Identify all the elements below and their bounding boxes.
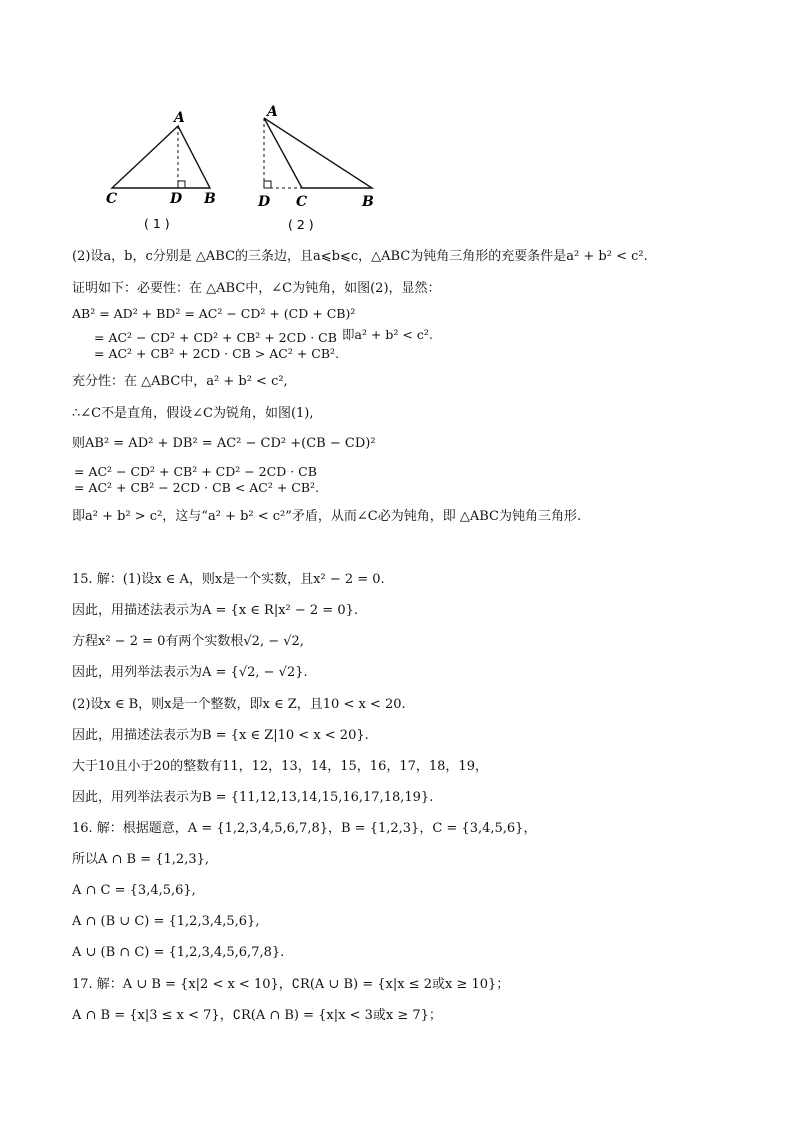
fig2-label-a: A <box>267 104 278 120</box>
q14-sufficiency-line-2: = AC² − CD² + CB² + CD² − 2CD · CB <box>74 464 317 479</box>
q14-sufficiency-line-3: = AC² + CB² − 2CD · CB < AC² + CB². <box>74 480 320 495</box>
q14-sufficiency-intro: 充分性：在 △ABC中，a² + b² < c², <box>72 374 288 389</box>
q15-line-5: (2)设x ∈ B，则x是一个整数，即x ∈ Z，且10 < x < 20. <box>72 697 406 712</box>
figure-2-triangle <box>250 102 390 234</box>
q16-line-1: 16. 解：根据题意，A = {1,2,3,4,5,6,7,8}，B = {1,2,3}，C = {3,4,5,6}， <box>72 821 537 836</box>
fig1-label-c: C <box>106 191 118 207</box>
q15-line-1: 15. 解：(1)设x ∈ A，则x是一个实数，且x² − 2 = 0. <box>72 572 385 587</box>
q14-conclusion: 即a² + b² > c²，这与“a² + b² < c²”矛盾，从而∠C必为钝角，即 △ABC为钝角三角形. <box>72 509 582 524</box>
q14-necessity-side-result: 即a² + b² < c². <box>342 327 433 342</box>
fig2-label-b: B <box>362 194 374 210</box>
q15-line-8: 因此，用列举法表示为B = {11,12,13,14,15,16,17,18,19}. <box>72 790 434 805</box>
q14-necessity-line-1: AB² = AD² + BD² = AC² − CD² + (CD + CB)² <box>72 306 356 321</box>
q14-proof-intro: 证明如下：必要性：在 △ABC中，∠C为钝角，如图(2)，显然： <box>72 281 441 296</box>
figure-1-triangle <box>100 104 230 234</box>
q14-necessity-line-2: = AC² − CD² + CD² + CB² + 2CD · CB <box>94 330 337 345</box>
fig1-caption: ( 1 ) <box>144 216 170 231</box>
q15-line-7: 大于10且小于20的整数有11，12，13，14，15，16，17，18，19， <box>72 759 488 774</box>
q17-line-1: 17. 解：A ∪ B = {x|2 < x < 10}，∁R(A ∪ B) = {x|x ≤ 2或x ≥ 10}； <box>72 977 510 992</box>
q15-line-3: 方程x² − 2 = 0有两个实数根√2, − √2, <box>72 634 304 649</box>
fig1-label-d: D <box>170 191 183 207</box>
q14-sufficiency-assume: ∴∠C不是直角，假设∠C为锐角，如图(1), <box>72 406 314 421</box>
fig2-label-d: D <box>258 194 271 210</box>
fig2-label-c: C <box>296 194 308 210</box>
q16-line-3: A ∩ C = {3,4,5,6}, <box>72 883 196 898</box>
q15-line-2: 因此，用描述法表示为A = {x ∈ R|x² − 2 = 0}. <box>72 603 359 618</box>
q14-necessity-line-3: = AC² + CB² + 2CD · CB > AC² + CB². <box>94 346 340 361</box>
q16-line-4: A ∩ (B ∪ C) = {1,2,3,4,5,6}, <box>72 914 260 929</box>
q15-line-6: 因此，用描述法表示为B = {x ∈ Z|10 < x < 20}. <box>72 728 369 743</box>
fig1-label-b: B <box>204 191 216 207</box>
q14-sufficiency-line-1: 则AB² = AD² + DB² = AC² − CD² +(CB − CD)² <box>72 436 376 451</box>
q15-line-4: 因此，用列举法表示为A = {√2, − √2}. <box>72 665 308 680</box>
q14-statement: (2)设a，b，c分别是 △ABC的三条边，且a⩽b⩽c，△ABC为钝角三角形的充要条件是a² + b² < c². <box>72 249 648 264</box>
fig2-caption: ( 2 ) <box>288 217 314 232</box>
q16-line-5: A ∪ (B ∩ C) = {1,2,3,4,5,6,7,8}. <box>72 945 285 960</box>
q17-line-2: A ∩ B = {x|3 ≤ x < 7}，∁R(A ∩ B) = {x|x < 3或x ≥ 7}； <box>72 1008 442 1023</box>
fig1-label-a: A <box>174 110 185 126</box>
q16-line-2: 所以A ∩ B = {1,2,3}, <box>72 852 210 867</box>
